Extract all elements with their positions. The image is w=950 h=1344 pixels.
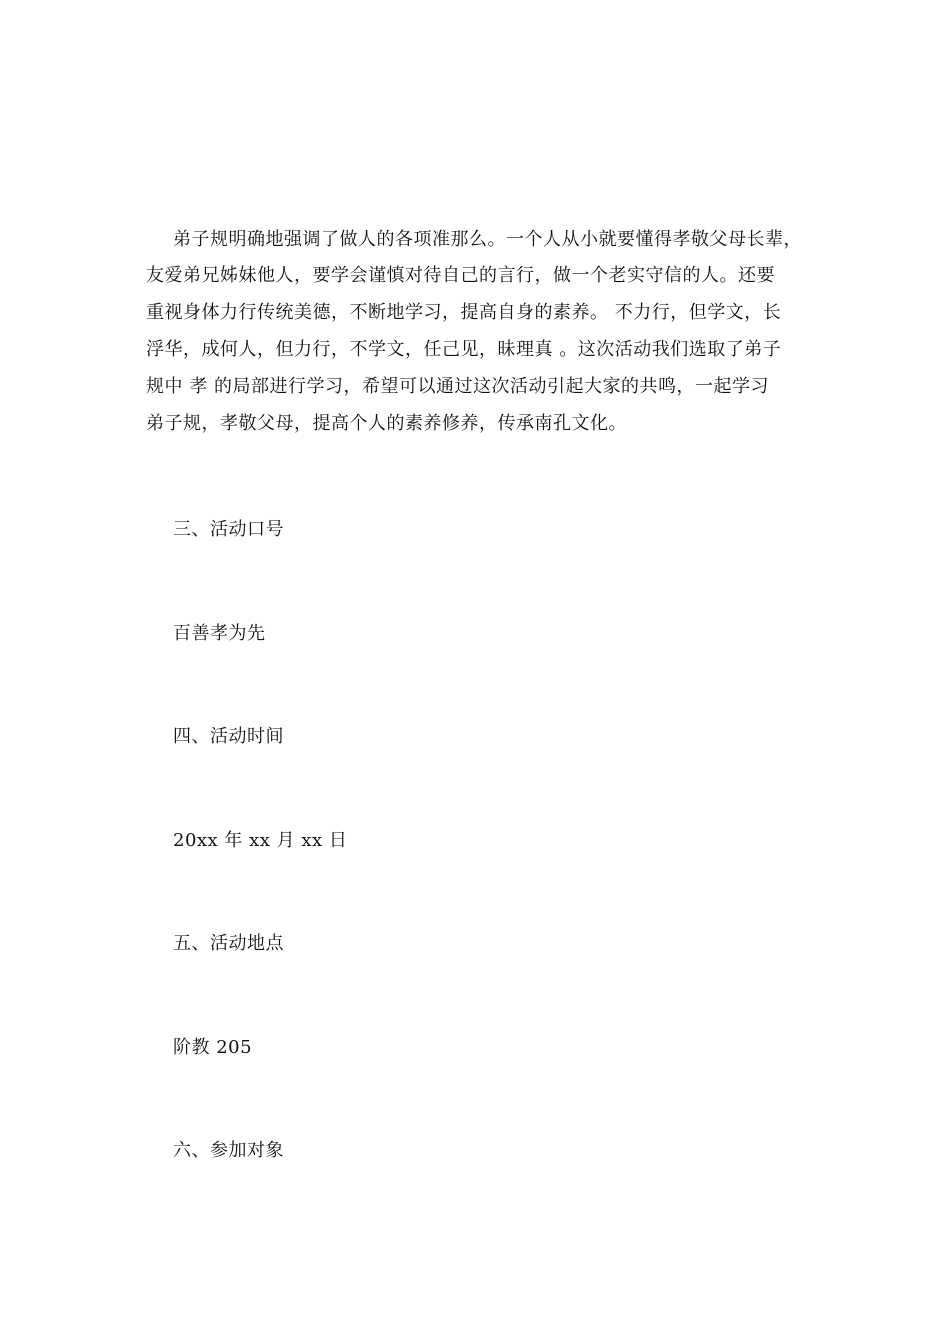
paragraph-line: 重视身体力行传统美德，不断地学习，提高自身的素养。 不力行，但学文，长 xyxy=(146,302,782,323)
paragraph-line: 规中 孝 的局部进行学习，希望可以通过这次活动引起大家的共鸣，一起学习 xyxy=(146,376,769,397)
location-heading: 五、活动地点 xyxy=(173,933,284,954)
time-heading: 四、活动时间 xyxy=(173,726,284,747)
paragraph-line: 弟子规，孝敬父母，提高个人的素养修养，传承南孔文化。 xyxy=(146,413,627,434)
participants-heading: 六、参加对象 xyxy=(173,1140,284,1161)
time-text: 20xx 年 xx 月 xx 日 xyxy=(173,830,348,851)
paragraph-line: 弟子规明确地强调了做人的各项准那么。一个人从小就要懂得孝敬父母长辈， xyxy=(173,229,802,250)
slogan-heading: 三、活动口号 xyxy=(173,519,284,540)
location-text: 阶教 205 xyxy=(173,1037,253,1058)
slogan-text: 百善孝为先 xyxy=(173,623,266,644)
paragraph-line: 浮华，成何人，但力行，不学文，任己见，昧理真 。这次活动我们选取了弟子 xyxy=(146,339,782,360)
paragraph-line: 友爱弟兄姊妹他人，要学会谨慎对待自己的言行，做一个老实守信的人。还要 xyxy=(146,265,775,286)
